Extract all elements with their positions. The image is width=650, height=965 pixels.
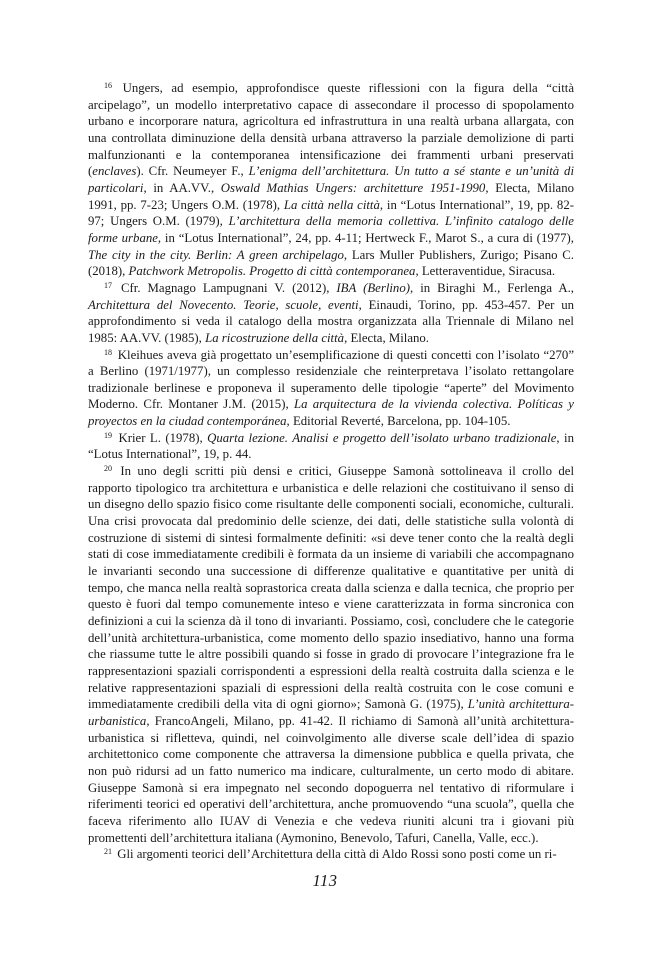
italic-title: L’unità architettura-urbanistica (88, 697, 574, 728)
footnote-text: , in “Lotus International”, 24, pp. 4-11; Hertweck F., Marot S., a cura di (1977), (157, 230, 574, 245)
footnote-number: 16 (104, 81, 112, 90)
italic-title: Patchwork Metropolis. Progetto di città contemporanea (128, 264, 416, 279)
footnotes (88, 80, 574, 863)
footnote-text: , in AA.VV., (143, 180, 221, 195)
page-number: 113 (312, 871, 338, 890)
footnote-number: 17 (104, 280, 112, 290)
footnote-text: , Electa, Milano. (344, 330, 430, 345)
footnote-17 (88, 280, 574, 347)
italic-title: Oswald Mathias Ungers: architetture 1951-1990 (220, 180, 486, 195)
footnote-text: , in “Lotus International”, 19, pp. 82-97; Ungers O.M. (1979), (88, 197, 574, 229)
footnote-16 (88, 80, 574, 280)
italic-title: La ricostruzione della città (205, 330, 345, 345)
footnote-number: 19 (104, 430, 112, 440)
footnote-20 (88, 463, 574, 846)
footnote-text: , Electa, Milano 1991, pp. 7-23; Ungers O.M. (1978), (88, 180, 574, 212)
footnote-text: , Editorial Reverté, Barcelona, pp. 104-105. (286, 414, 511, 429)
italic-title: Quarta lezione. Analisi e progetto dell’isolato urbano tradizionale (207, 430, 557, 445)
footnote-number: 18 (104, 347, 112, 357)
footnote-number: 20 (104, 464, 112, 474)
footnote-text: , in “Lotus International”, 19, p. 44. (88, 430, 574, 462)
footnote-text: , in Biraghi M., Ferlenga A., (410, 280, 574, 295)
footnote-text: Ungers, ad esempio, approfondisce queste riflessioni con la figura della “città arcipelago”, un modello interpretativo capace di assecondare il processo di spopolamento urbano e incorporare natura, agricoltura ed infrastruttura in una realtà urbana allargata, con una controllata diminuzione della densità urbana attraverso la parziale demolizione di parti malfunzionanti e la contemporanea intensificazione dei frammenti urbani preservati ( (88, 81, 575, 179)
footnote-text: ). Cfr. Neumeyer F., (136, 164, 249, 179)
footnote-18 (88, 347, 574, 430)
italic-title: Architettura del Novecento. Teorie, scuole, eventi (88, 297, 359, 312)
italic-title: La arquitectura de la vivienda colectiva. Políticas y proyectos en la ciudad contemporánea (88, 397, 574, 429)
footnote-text: , Lars Muller Publishers, Zurigo; Pisano C. (2018), (88, 247, 574, 279)
footnote-text: , Einaudi, Torino, pp. 453-457. Per un approfondimento si veda il catalogo della mostra organizzata alla Triennale di Milano nel 1985: AA.VV. (1985), (88, 297, 574, 345)
italic-title: La città nella città (283, 197, 380, 212)
italic-title: L’architettura della memoria collettiva. L’infinito catalogo delle forme urbane (88, 214, 574, 245)
footnote-19 (88, 430, 574, 463)
italic-title: IBA (Berlino) (336, 280, 410, 295)
italic-title: The city in the city. Berlin: A green archipelago (88, 247, 344, 262)
footnote-text: Gli argomenti teorici dell’Architettura della città di Aldo Rossi sono posti come un ri- (117, 847, 557, 862)
footnote-text: Cfr. Magnago Lampugnani V. (2012), (121, 280, 337, 295)
footnote-text: , FrancoAngeli, Milano, pp. 41-42. Il richiamo di Samonà all’unità architettura-urbanistica si rifletteva, quindi, nel coinvolgimento alle diverse scale dell’idea di spazio architettonico come componente che attraversa la dimensione pubblica e quella privata, che non può ridursi ad un fatto numerico ma indicare, culturalmente, un certo modo di abitare. Giuseppe Samonà si era impegnato nel secondo dopoguerra nel tentativo di riformulare i riferimenti teorici ed operativi dell’architettura, anche promuovendo “una scuola”, quella che faceva riferimento allo IUAV di Venezia e che vedeva riuniti alcuni tra i giovani più promettenti dell’architettura italiana (Aymonino, Benevolo, Tafuri, Canella, Valle, ecc.). (88, 713, 574, 845)
footnote-21 (88, 846, 574, 863)
footnote-text: Krier L. (1978), (118, 430, 208, 445)
footnote-text: In uno degli scritti più densi e critici, Giuseppe Samonà sottolineava il crollo del rapporto tipologico tra architettura e urbanistica e delle relazioni che costituivano il senso di un disegno dello spazio fisico come risultante delle componenti sociali, economiche, culturali. Una crisi provocata dal predominio delle scienze, dei dati, delle statistiche sulla volontà di costruzione di sistemi di sintesi formalmente definiti: «si deve tener conto che la realtà degli stati di cose immediatamente credibili è formata da un insieme di variabili che accompagnano le invarianti secondo una successione di differenze qualitative e quantitative per unità di tempo, che manca nella realtà soprastorica creata dalla scienza e dalla tecnica, che proprio per questo è fuori dal tempo comunemente inteso e viene caratterizzata in forma sincronica con definizioni a cui la scienza dà il tono di invarianti. Possiamo, così, concludere che le categorie dell’unità architettura-urbanistica, come momento dello spazio insediativo, hanno una forma che riassume tutte le altre possibili quando si fosse in grado di provocare l’integrazione fra le rappresentazioni spaziali corrispondenti a espressioni della realtà costruita dalla scienza e le relative rappresentazioni spaziali di espressioni della realtà costruita con le cose comuni e immediatamente credibili della vita di ogni giorno»; Samonà G. (1975), (88, 464, 575, 712)
footnote-text: , Letteraventidue, Siracusa. (415, 264, 556, 279)
footnote-number: 21 (104, 847, 112, 857)
italic-title: L’enigma dell’architettura. Un tutto a sé stante e un’unità di particolari (88, 164, 575, 195)
italic-title: enclaves (92, 164, 137, 179)
footnote-text: Kleihues aveva già progettato un’esemplificazione di questi concetti con l’isolato “270” a Berlino (1971/1977), un complesso residenziale che reinterpretava l’isolato rettangolare tradizionale berlinese e proponeva il superamento delle tipologie “aperte” del Movimento Moderno. Cfr. Montaner J.M. (2015), (88, 347, 574, 412)
